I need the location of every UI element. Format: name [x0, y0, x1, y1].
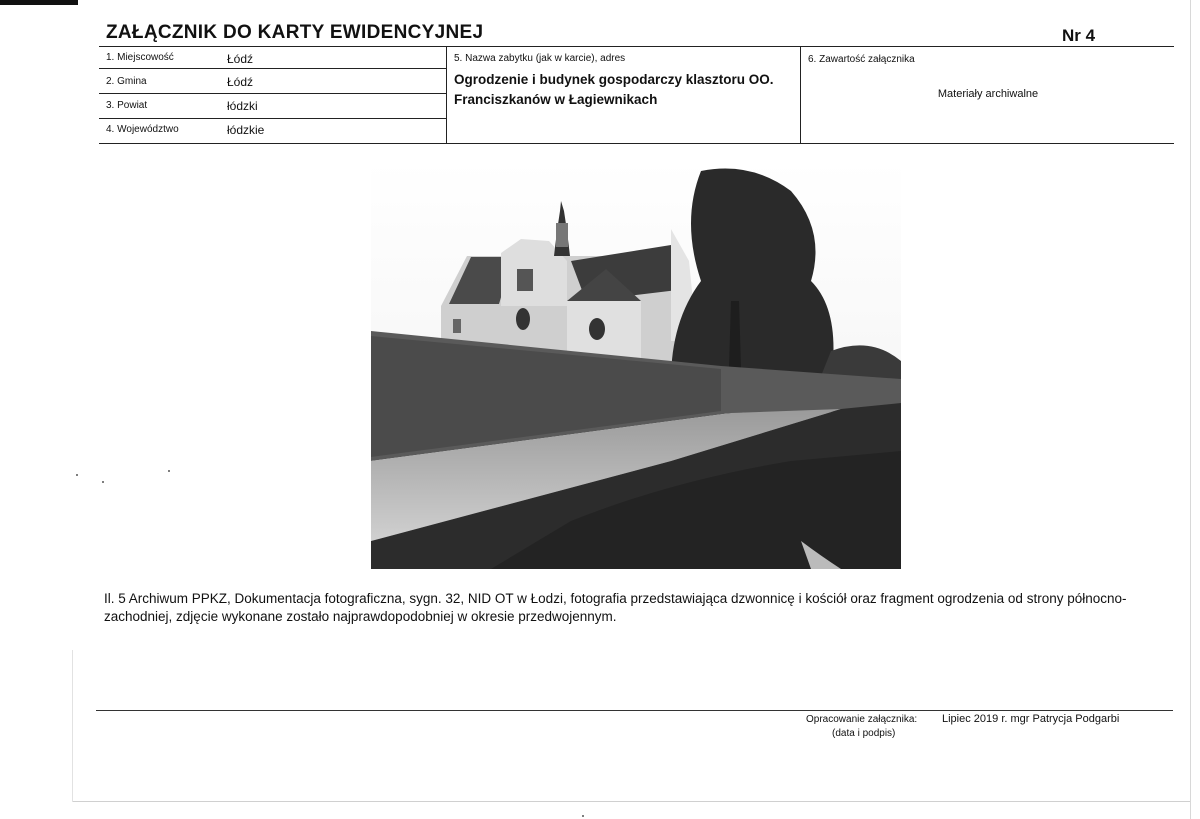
scan-corner-mark — [0, 0, 78, 5]
field-label-municipality: 2. Gmina — [106, 76, 147, 87]
prepared-by-label: Opracowanie załącznika: — [806, 714, 918, 725]
row-divider — [99, 118, 446, 119]
prepared-by-value: Lipiec 2019 r. mgr Patrycja Podgarbi — [942, 713, 1120, 725]
field-value-municipality: Łódź — [227, 75, 254, 89]
field-label-voivodeship: 4. Województwo — [106, 124, 179, 135]
sheet-edge-bottom — [72, 801, 1190, 802]
document-title: ZAŁĄCZNIK DO KARTY EWIDENCYJNEJ — [106, 22, 484, 43]
row-divider — [99, 68, 446, 69]
photograph-church-and-wall — [371, 161, 901, 569]
sheet-edge-left — [72, 650, 73, 802]
date-and-signature-label: (data i podpis) — [832, 728, 896, 739]
column-divider — [446, 46, 447, 143]
field-value-voivodeship: łódzkie — [227, 123, 265, 137]
photo-caption: Il. 5 Archiwum PPKZ, Dokumentacja fotograficzna, sygn. 32, NID OT w Łodzi, fotografia przedstawiająca dzwonnicę i kościół oraz fragment ogrodzenia od strony północno- zachodniej, zdjęcie wykonane zostało najprawdopodobniej w okresie przedwojennym. — [104, 591, 1127, 624]
footer-divider — [96, 710, 1173, 711]
form-bottom-border — [99, 143, 1174, 144]
row-divider — [99, 93, 446, 94]
scan-speck — [168, 470, 170, 472]
field-label-locality: 1. Miejscowość — [106, 52, 174, 63]
contents-value: Materiały archiwalne — [937, 88, 1039, 100]
field-value-county: łódzki — [227, 99, 258, 113]
form-top-border — [99, 46, 1174, 47]
scan-speck — [76, 474, 78, 476]
field-label-county: 3. Powiat — [106, 100, 148, 111]
monument-name: Ogrodzenie i budynek gospodarczy klasztoru OO. Franciszkanów w Łagiewnikach — [454, 72, 774, 107]
scan-speck — [582, 815, 584, 817]
column-divider — [800, 46, 801, 143]
scan-speck — [102, 481, 104, 483]
archival-photograph — [371, 161, 901, 569]
field-value-locality: Łódź — [227, 52, 254, 66]
sheet-edge-right — [1190, 0, 1191, 819]
field-label-monument: 5. Nazwa zabytku (jak w karcie), adres — [454, 53, 626, 64]
field-label-contents: 6. Zawartość załącznika — [808, 54, 915, 65]
attachment-number: Nr 4 — [1062, 26, 1096, 45]
